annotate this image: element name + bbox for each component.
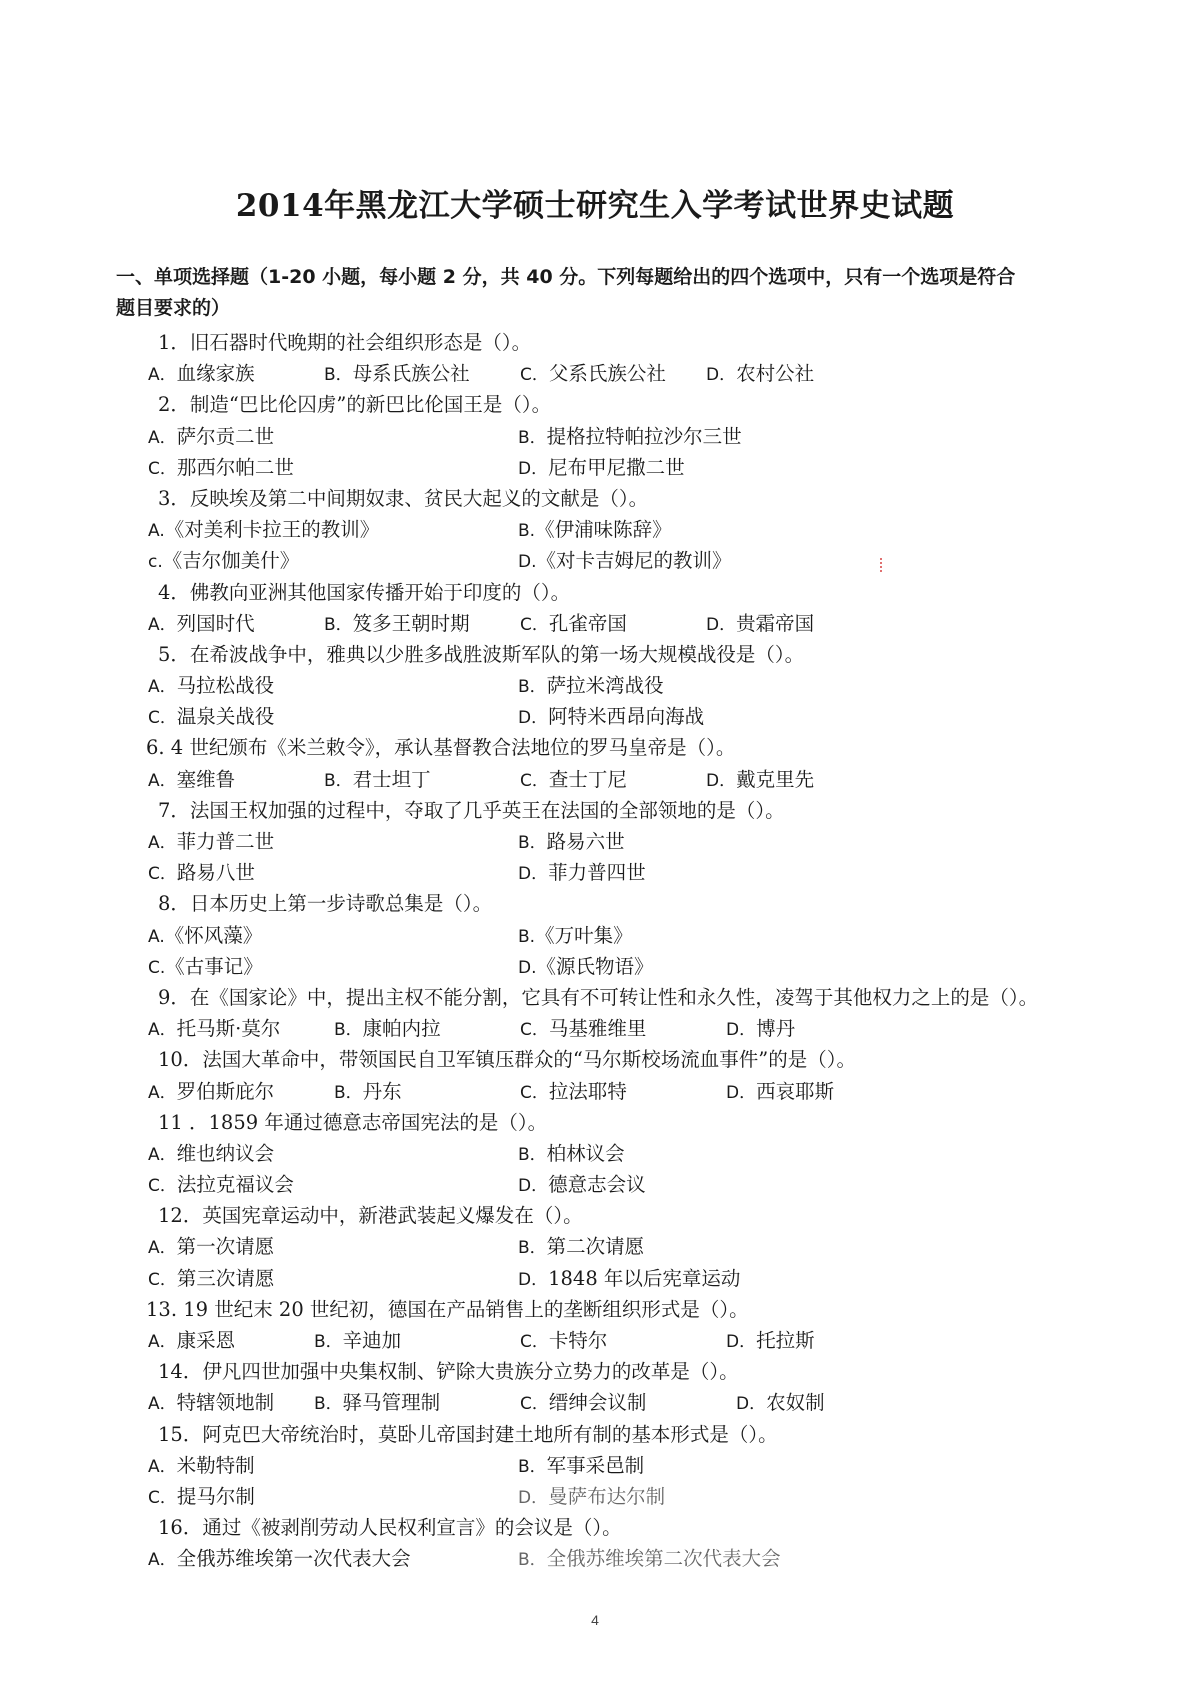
option-c — [520, 608, 627, 641]
option-text: 法拉克福议会 — [176, 1173, 294, 1197]
option-text: 驿马管理制 — [342, 1391, 441, 1415]
question-6-options-row — [0, 764, 1190, 795]
option-letter: B. — [518, 926, 536, 947]
option-text: 菲力普二世 — [176, 830, 275, 853]
question-4-options-row — [0, 608, 1190, 639]
option-text: 丹东 — [362, 1079, 402, 1103]
option-text: 卡特尔 — [548, 1329, 608, 1352]
option-letter: A. — [148, 926, 165, 947]
question-3-options-row — [0, 545, 1190, 576]
option-c — [148, 545, 299, 578]
question-stem: 13. 19 世纪末 20 世纪初，德国在产品销售上的垄断组织形式是（）。 — [146, 1297, 749, 1321]
option-text: 萨拉米湾战役 — [546, 674, 664, 698]
option-d — [518, 1169, 646, 1202]
option-d — [518, 545, 732, 578]
option-text: 康帕内拉 — [362, 1017, 441, 1041]
option-b — [324, 764, 431, 797]
option-d — [706, 358, 814, 391]
question-1-stem-line — [0, 327, 1190, 358]
question-11-options-row — [0, 1169, 1190, 1200]
option-letter: B． — [518, 1456, 547, 1477]
question-10-options-row — [0, 1076, 1190, 1107]
option-letter: A． — [148, 1082, 177, 1103]
question-stem: 10．法国大革命中，带领国民自卫军镇压群众的“马尔斯校场流血事件”的是（）。 — [158, 1048, 857, 1072]
option-b — [324, 358, 470, 391]
option-text: 马拉松战役 — [176, 674, 275, 698]
option-text: 第三次请愿 — [176, 1266, 275, 1290]
question-8-options-row — [0, 920, 1190, 951]
option-letter: A． — [148, 1550, 177, 1571]
option-letter: A． — [148, 1238, 177, 1259]
option-a — [148, 1231, 274, 1264]
option-text: 全俄苏维埃第一次代表大会 — [176, 1547, 411, 1571]
question-14-stem-line — [0, 1356, 1190, 1387]
option-letter: B． — [518, 427, 547, 448]
option-letter: D． — [518, 1269, 549, 1290]
question-stem: 11 ．1859 年通过德意志帝国宪法的是（）。 — [158, 1110, 548, 1134]
option-text: 《对卡吉姆尼的教训》 — [536, 549, 732, 573]
option-c — [148, 452, 294, 485]
option-text: 《古事记》 — [165, 954, 263, 978]
question-5-options-row — [0, 701, 1190, 732]
option-letter: A． — [148, 1394, 177, 1415]
question-16-stem-line — [0, 1512, 1190, 1543]
option-letter: D． — [736, 1394, 767, 1415]
option-b — [334, 1076, 402, 1109]
option-letter: B． — [324, 770, 353, 791]
question-7-stem-line — [0, 795, 1190, 826]
option-text: 那西尔帕二世 — [176, 455, 294, 479]
option-a — [148, 514, 379, 547]
option-letter: C． — [148, 458, 177, 479]
question-stem: 16．通过《被剥削劳动人民权利宣言》的会议是（）。 — [158, 1516, 622, 1540]
option-text: 列国时代 — [176, 611, 255, 635]
option-d — [726, 1013, 795, 1046]
section-heading-line1: 一、单项选择题（1-20 小题，每小题 2 分，共 40 分。下列每题给出的四个选项中，只有一个选项是符合 — [116, 266, 1016, 288]
question-14-options-row — [0, 1387, 1190, 1418]
option-text: 曼萨布达尔制 — [548, 1484, 666, 1508]
option-text: 德意志会议 — [548, 1173, 646, 1197]
option-letter: B． — [314, 1394, 343, 1415]
option-c — [148, 1263, 274, 1296]
option-letter: A． — [148, 833, 177, 853]
option-b — [518, 1138, 625, 1171]
option-b — [314, 1325, 401, 1358]
option-text: 托马斯·莫尔 — [176, 1017, 281, 1041]
option-letter: C． — [520, 1082, 549, 1103]
option-text: 温泉关战役 — [176, 705, 275, 729]
option-letter: B． — [334, 1082, 363, 1103]
page-number: 4 — [591, 1612, 599, 1628]
option-b — [518, 826, 625, 859]
option-text: 第二次请愿 — [546, 1235, 645, 1259]
option-a — [148, 920, 262, 953]
question-stem: 12．英国宪章运动中，新港武装起义爆发在（）。 — [158, 1204, 583, 1228]
question-stem: 3．反映埃及第二中间期奴隶、贫民大起义的文献是（）。 — [158, 486, 649, 510]
option-letter: D． — [518, 458, 549, 479]
option-letter: C． — [520, 1020, 549, 1041]
option-d — [518, 1481, 665, 1514]
option-b — [518, 514, 672, 547]
option-text: 《怀风藻》 — [164, 923, 263, 947]
option-text: 全俄苏维埃第二次代表大会 — [546, 1547, 781, 1571]
option-d — [518, 452, 685, 485]
question-9-options-row — [0, 1013, 1190, 1044]
option-letter: C． — [520, 365, 549, 386]
option-text: 菲力普四世 — [548, 861, 646, 885]
option-letter: A． — [148, 365, 177, 386]
question-6-stem-line — [0, 732, 1190, 763]
option-letter: C． — [520, 1332, 549, 1352]
option-a — [148, 670, 274, 703]
option-letter: A． — [148, 427, 177, 448]
question-7-options-row — [0, 857, 1190, 888]
option-text: 《吉尔伽美什》 — [162, 549, 300, 573]
question-15-options-row — [0, 1450, 1190, 1481]
option-letter: D． — [518, 1176, 549, 1197]
option-text: 农奴制 — [766, 1391, 825, 1415]
option-text: 父系氏族公社 — [548, 362, 666, 386]
option-c — [520, 1076, 627, 1109]
question-1-options-row — [0, 358, 1190, 389]
option-text: 康采恩 — [176, 1329, 236, 1352]
option-d — [518, 701, 704, 734]
option-text: 贵霜帝国 — [736, 611, 815, 635]
option-text: 提格拉特帕拉沙尔三世 — [546, 424, 742, 448]
option-d — [726, 1325, 815, 1358]
option-a — [148, 358, 255, 391]
margin-mark — [880, 558, 885, 572]
option-text: 塞维鲁 — [176, 767, 236, 791]
option-letter: B． — [518, 833, 547, 853]
question-8-stem-line — [0, 888, 1190, 919]
option-text: 查士丁尼 — [548, 767, 627, 791]
option-a — [148, 1325, 235, 1358]
option-c — [520, 1325, 607, 1358]
option-text: 西哀耶斯 — [756, 1079, 835, 1103]
question-12-stem-line — [0, 1200, 1190, 1231]
question-13-options-row — [0, 1325, 1190, 1356]
option-c — [520, 358, 666, 391]
question-stem: 5．在希波战争中，雅典以少胜多战胜波斯军队的第一场大规模战役是（）。 — [158, 642, 805, 666]
question-stem: 1．旧石器时代晚期的社会组织形态是（）。 — [158, 331, 532, 354]
question-stem: 8．日本历史上第一步诗歌总集是（）。 — [158, 892, 493, 916]
option-letter: D． — [726, 1082, 757, 1103]
option-text: 第一次请愿 — [176, 1235, 275, 1259]
option-letter: B． — [324, 614, 353, 635]
option-letter: D. — [518, 552, 537, 573]
option-text: 尼布甲尼撒二世 — [548, 455, 685, 479]
option-letter: B. — [518, 521, 536, 542]
question-7-options-row — [0, 826, 1190, 857]
option-letter: D. — [518, 957, 537, 978]
option-text: 阿特米西昂向海战 — [548, 705, 705, 729]
question-list — [0, 327, 1190, 1575]
option-letter: C． — [148, 708, 177, 729]
option-a — [148, 1387, 274, 1420]
option-letter: C． — [148, 1487, 177, 1508]
option-text: 母系氏族公社 — [352, 362, 470, 386]
question-2-options-row — [0, 452, 1190, 483]
question-stem: 2．制造“巴比伦囚虏”的新巴比伦国王是（）。 — [158, 393, 552, 417]
option-text: 博丹 — [756, 1017, 796, 1041]
question-2-stem-line — [0, 389, 1190, 420]
option-text: 《万叶集》 — [535, 923, 633, 947]
question-11-stem-line — [0, 1107, 1190, 1138]
option-a — [148, 1138, 274, 1171]
option-d — [726, 1076, 834, 1109]
option-letter: C． — [148, 864, 177, 885]
option-d — [706, 608, 814, 641]
option-c — [148, 1481, 255, 1514]
option-b — [334, 1013, 441, 1046]
option-text: 路易六世 — [546, 830, 625, 853]
option-d — [706, 764, 814, 797]
question-3-stem-line — [0, 483, 1190, 514]
option-letter: B． — [334, 1020, 363, 1041]
option-letter: C． — [520, 1394, 549, 1415]
question-stem: 7．法国王权加强的过程中，夺取了几乎英王在法国的全部领地的是（）。 — [158, 798, 785, 822]
option-letter: A． — [148, 677, 177, 698]
option-letter: B． — [324, 365, 353, 386]
option-text: 米勒特制 — [176, 1453, 255, 1477]
option-text: 笈多王朝时期 — [352, 611, 470, 635]
option-text: 拉法耶特 — [548, 1079, 627, 1103]
question-4-stem-line — [0, 577, 1190, 608]
option-a — [148, 826, 274, 859]
option-b — [518, 421, 742, 454]
option-text: 缙绅会议制 — [548, 1391, 647, 1415]
option-letter: A． — [148, 1020, 177, 1041]
question-9-stem-line — [0, 982, 1190, 1013]
option-text: 《源氏物语》 — [536, 954, 654, 978]
option-text: 《伊浦味陈辞》 — [535, 518, 672, 542]
option-text: 血缘家族 — [176, 362, 255, 386]
option-c — [148, 857, 255, 890]
option-b — [324, 608, 470, 641]
question-stem: 14．伊凡四世加强中央集权制、铲除大贵族分立势力的改革是（）。 — [158, 1360, 739, 1384]
option-letter: C． — [520, 614, 549, 635]
option-b — [518, 920, 633, 953]
question-16-options-row — [0, 1543, 1190, 1574]
option-text: 马基雅维里 — [548, 1017, 647, 1041]
question-stem: 15．阿克巴大帝统治时，莫卧儿帝国封建土地所有制的基本形式是（）。 — [158, 1422, 778, 1446]
option-b — [518, 1543, 781, 1576]
question-3-options-row — [0, 514, 1190, 545]
option-a — [148, 1076, 274, 1109]
option-letter: B． — [518, 677, 547, 698]
option-text: 辛迪加 — [342, 1329, 402, 1352]
option-a — [148, 421, 274, 454]
option-c — [148, 1169, 294, 1202]
option-text: 农村公社 — [736, 362, 815, 386]
option-text: 柏林议会 — [546, 1141, 625, 1165]
question-stem: 9．在《国家论》中，提出主权不能分割，它具有不可转让性和永久性，凌驾于其他权力之上的是（）。 — [158, 985, 1039, 1009]
option-letter: D． — [518, 708, 549, 729]
option-letter: B． — [518, 1238, 547, 1259]
option-letter: D． — [518, 864, 549, 885]
option-letter: A. — [148, 521, 165, 542]
question-8-options-row — [0, 951, 1190, 982]
option-a — [148, 764, 235, 797]
question-11-options-row — [0, 1138, 1190, 1169]
question-stem: 6. 4 世纪颁布《米兰敕令》，承认基督教合法地位的罗马皇帝是（）。 — [146, 736, 736, 760]
option-letter: D． — [726, 1020, 757, 1041]
option-letter: D． — [518, 1487, 549, 1508]
option-letter: A． — [148, 1144, 177, 1165]
option-letter: D． — [706, 614, 737, 635]
option-letter: B． — [518, 1550, 547, 1571]
option-b — [518, 1450, 644, 1483]
page-title: 2014年黑龙江大学硕士研究生入学考试世界史试题 — [235, 188, 955, 224]
option-text: 孔雀帝国 — [548, 611, 627, 635]
option-text: 路易八世 — [176, 861, 255, 885]
question-13-stem-line — [0, 1294, 1190, 1325]
option-d — [518, 1263, 740, 1296]
option-b — [518, 670, 664, 703]
option-c — [148, 951, 263, 984]
option-letter: C. — [148, 957, 166, 978]
option-c — [520, 1387, 646, 1420]
option-letter: B． — [518, 1144, 547, 1165]
question-2-options-row — [0, 421, 1190, 452]
option-text: 特辖领地制 — [176, 1391, 275, 1415]
option-letter: C． — [520, 770, 549, 791]
question-15-stem-line — [0, 1419, 1190, 1450]
option-letter: A． — [148, 770, 177, 791]
question-10-stem-line — [0, 1044, 1190, 1075]
option-text: 托拉斯 — [756, 1329, 815, 1352]
option-a — [148, 1013, 280, 1046]
option-text: 萨尔贡二世 — [176, 424, 275, 448]
option-b — [518, 1231, 644, 1264]
option-text: 军事采邑制 — [546, 1453, 645, 1477]
section-heading — [116, 262, 1096, 324]
question-15-options-row — [0, 1481, 1190, 1512]
option-letter: A． — [148, 614, 177, 635]
option-b — [314, 1387, 440, 1420]
question-stem: 4．佛教向亚洲其他国家传播开始于印度的（）。 — [158, 580, 571, 604]
option-c — [520, 1013, 646, 1046]
section-heading-line2: 题目要求的） — [116, 297, 231, 319]
option-c — [148, 701, 274, 734]
question-12-options-row — [0, 1231, 1190, 1262]
option-d — [518, 857, 646, 890]
option-a — [148, 608, 255, 641]
option-text: 罗伯斯庇尔 — [176, 1079, 275, 1103]
option-letter: D． — [726, 1332, 757, 1352]
option-letter: C． — [148, 1269, 177, 1290]
question-5-stem-line — [0, 639, 1190, 670]
option-text: 君士坦丁 — [352, 767, 431, 791]
option-letter: C． — [148, 1176, 177, 1197]
option-text: 维也纳议会 — [176, 1141, 275, 1165]
option-letter: c. — [148, 552, 163, 573]
question-5-options-row — [0, 670, 1190, 701]
option-d — [736, 1387, 825, 1420]
option-a — [148, 1450, 255, 1483]
option-text: 《对美利卡拉王的教训》 — [164, 518, 380, 542]
option-c — [520, 764, 627, 797]
option-letter: A． — [148, 1456, 177, 1477]
option-letter: B． — [314, 1332, 343, 1352]
option-letter: A． — [148, 1332, 177, 1352]
option-letter: D． — [706, 770, 737, 791]
option-text: 1848 年以后宪章运动 — [548, 1266, 741, 1290]
option-a — [148, 1543, 411, 1576]
question-12-options-row — [0, 1263, 1190, 1294]
option-d — [518, 951, 654, 984]
option-text: 戴克里先 — [736, 767, 815, 791]
option-letter: D． — [706, 365, 737, 386]
option-text: 提马尔制 — [176, 1484, 255, 1508]
